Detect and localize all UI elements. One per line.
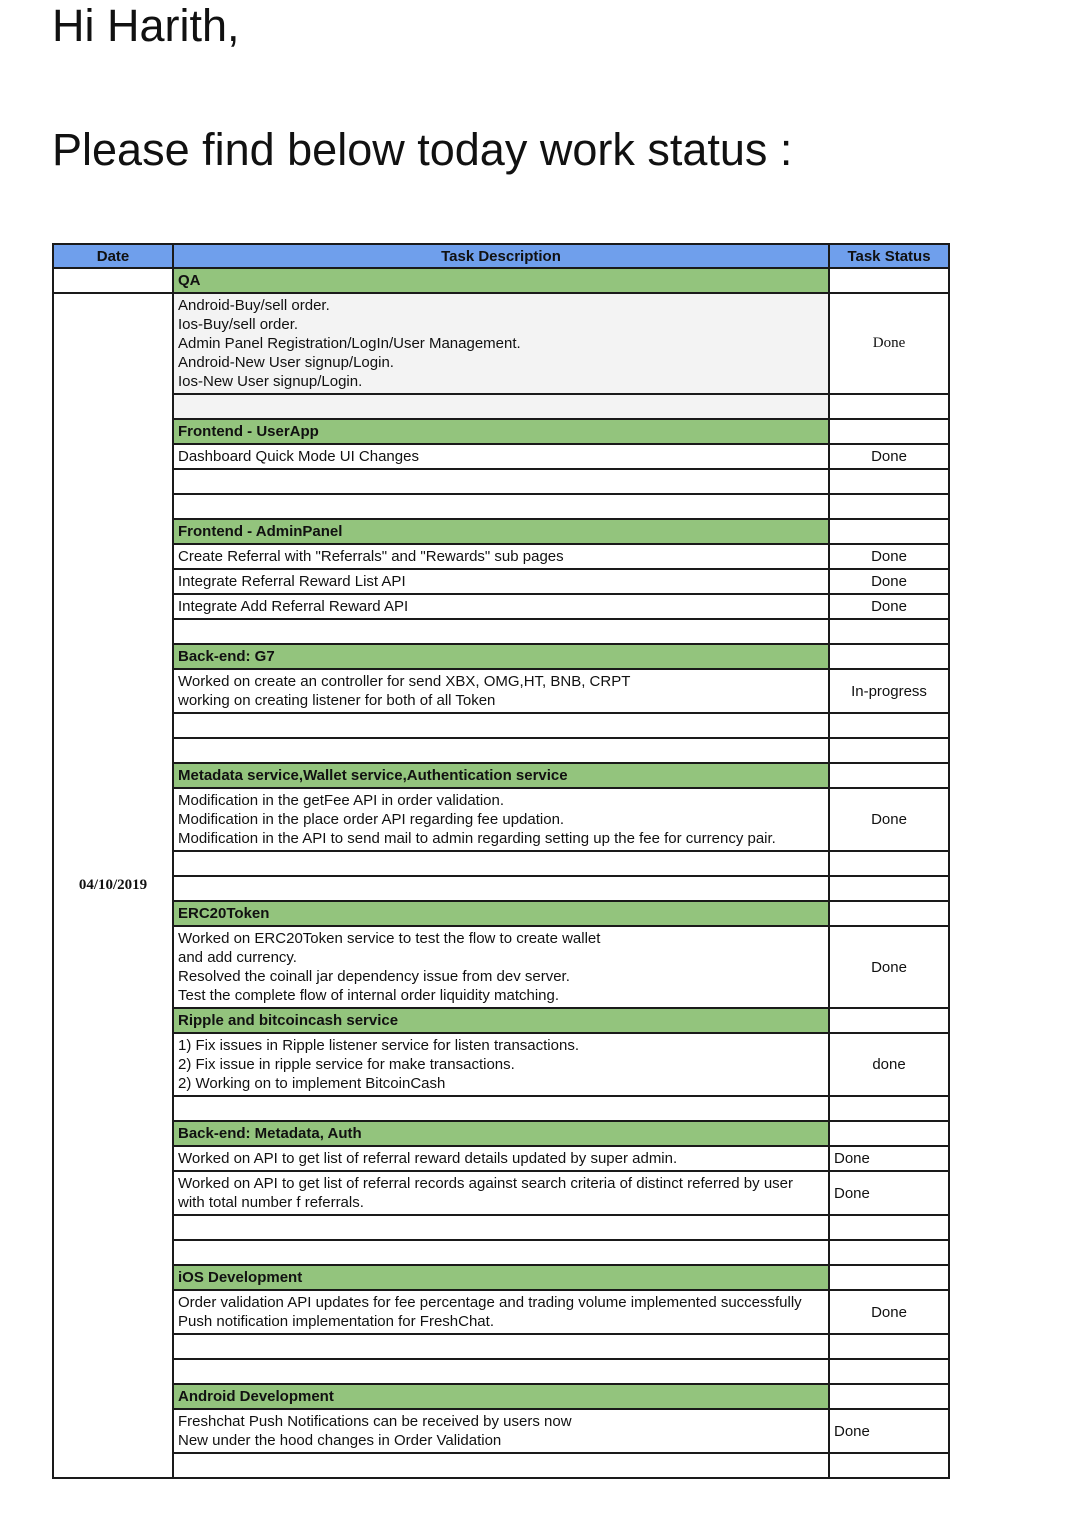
table-row: [53, 1290, 949, 1334]
empty-row: [53, 738, 949, 763]
empty-status-cell: [829, 268, 949, 293]
task-line: Worked on ERC20Token service to test the flow to create wallet: [178, 930, 601, 947]
task-line: Modification in the place order API regarding fee updation.: [178, 811, 565, 828]
table-row: [53, 1033, 949, 1096]
empty-cell: [829, 619, 949, 644]
section-title: Back-end: G7: [173, 644, 829, 669]
empty-cell: [173, 1453, 829, 1478]
empty-status-cell: [829, 644, 949, 669]
empty-cell: [829, 1096, 949, 1121]
task-description: [173, 788, 829, 851]
section-title: Frontend - UserApp: [173, 419, 829, 444]
task-description: Integrate Add Referral Reward API: [173, 594, 829, 619]
empty-row: [53, 1334, 949, 1359]
task-description: [173, 1290, 829, 1334]
section-header-android-development: [53, 1384, 949, 1409]
section-title: Ripple and bitcoincash service: [173, 1008, 829, 1033]
empty-cell: [829, 494, 949, 519]
work-status-table: [52, 243, 950, 1479]
empty-row: [53, 1453, 949, 1478]
empty-row: [53, 494, 949, 519]
task-line: Ios-New User signup/Login.: [178, 373, 363, 390]
table-row: [53, 594, 949, 619]
table-row: [53, 444, 949, 469]
empty-cell: [829, 1215, 949, 1240]
task-line: working on creating listener for both of all Token: [178, 692, 496, 709]
empty-row: [53, 876, 949, 901]
empty-cell: [829, 1240, 949, 1265]
task-line: and add currency.: [178, 949, 297, 966]
task-status: Done: [829, 1409, 949, 1453]
empty-cell: [173, 394, 829, 419]
section-header-backend-g7: [53, 644, 949, 669]
task-line: 1) Fix issues in Ripple listener service for listen transactions.: [178, 1037, 579, 1054]
header-task-status: Task Status: [829, 244, 949, 268]
empty-cell: [173, 1215, 829, 1240]
empty-row: [53, 1215, 949, 1240]
section-header-metadata-wallet-auth: [53, 763, 949, 788]
date-cell: 04/10/2019: [53, 293, 173, 1478]
section-title: QA: [173, 268, 829, 293]
task-line: with total number f referrals.: [178, 1194, 364, 1211]
section-header-erc20token: [53, 901, 949, 926]
section-header-ripple-bitcoincash: [53, 1008, 949, 1033]
empty-row: [53, 851, 949, 876]
table-header-row: [53, 244, 949, 268]
section-title: iOS Development: [173, 1265, 829, 1290]
table-row: [53, 1146, 949, 1171]
empty-cell: [173, 1334, 829, 1359]
task-status: Done: [829, 1290, 949, 1334]
task-description: Create Referral with "Referrals" and "Rewards" sub pages: [173, 544, 829, 569]
task-status: Done: [829, 788, 949, 851]
empty-cell: [829, 1453, 949, 1478]
empty-status-cell: [829, 519, 949, 544]
section-title: ERC20Token: [173, 901, 829, 926]
task-description: [173, 926, 829, 1008]
task-status: Done: [829, 544, 949, 569]
empty-cell: [173, 1240, 829, 1265]
task-line: 2) Working on to implement BitcoinCash: [178, 1075, 446, 1092]
empty-status-cell: [829, 1008, 949, 1033]
task-line: Ios-Buy/sell order.: [178, 316, 299, 333]
empty-cell: [173, 851, 829, 876]
section-header-backend-metadata-auth: [53, 1121, 949, 1146]
task-line: New under the hood changes in Order Validation: [178, 1432, 502, 1449]
task-description: Integrate Referral Reward List API: [173, 569, 829, 594]
task-status: done: [829, 1033, 949, 1096]
table-row: [53, 1171, 949, 1215]
task-status: In-progress: [829, 669, 949, 713]
email-greeting: Hi Harith,: [52, 0, 240, 51]
empty-cell: [829, 1334, 949, 1359]
empty-cell: [173, 1096, 829, 1121]
task-status: Done: [829, 1146, 949, 1171]
empty-status-cell: [829, 901, 949, 926]
task-line: Resolved the coinall jar dependency issue from dev server.: [178, 968, 570, 985]
task-status: Done: [829, 1171, 949, 1215]
empty-row: [53, 469, 949, 494]
empty-cell: [173, 619, 829, 644]
section-header-ios-development: [53, 1265, 949, 1290]
task-line: Android-Buy/sell order.: [178, 297, 330, 314]
task-description: [173, 1033, 829, 1096]
task-line: Android-New User signup/Login.: [178, 354, 394, 371]
task-line: Test the complete flow of internal order liquidity matching.: [178, 987, 560, 1004]
empty-row: [53, 394, 949, 419]
task-description: [173, 1171, 829, 1215]
empty-cell: [829, 713, 949, 738]
empty-status-cell: [829, 419, 949, 444]
section-header-frontend-adminpanel: [53, 519, 949, 544]
empty-cell: [173, 1359, 829, 1384]
empty-status-cell: [829, 763, 949, 788]
header-task-description: Task Description: [173, 244, 829, 268]
section-header-qa: [53, 268, 949, 293]
empty-row: [53, 713, 949, 738]
task-status: Done: [829, 293, 949, 394]
table-row: [53, 569, 949, 594]
task-line: Freshchat Push Notifications can be received by users now: [178, 1413, 572, 1430]
empty-cell: [829, 876, 949, 901]
table-row: [53, 293, 949, 394]
empty-row: [53, 1240, 949, 1265]
empty-status-cell: [829, 1265, 949, 1290]
task-status: Done: [829, 569, 949, 594]
email-intro: Please find below today work status :: [52, 124, 793, 175]
task-description: [173, 669, 829, 713]
empty-cell: [173, 713, 829, 738]
empty-cell: [173, 738, 829, 763]
task-line: Worked on create an controller for send XBX, OMG,HT, BNB, CRPT: [178, 673, 631, 690]
task-line: 2) Fix issue in ripple service for make transactions.: [178, 1056, 515, 1073]
section-title: Android Development: [173, 1384, 829, 1409]
task-status: Done: [829, 444, 949, 469]
empty-status-cell: [829, 1121, 949, 1146]
empty-cell: [173, 469, 829, 494]
empty-cell: [829, 738, 949, 763]
header-date: Date: [53, 244, 173, 268]
empty-status-cell: [829, 1384, 949, 1409]
empty-date-cell: [53, 268, 173, 293]
table-row: [53, 544, 949, 569]
empty-cell: [173, 494, 829, 519]
task-line: Modification in the API to send mail to admin regarding setting up the fee for currency pair.: [178, 830, 776, 847]
table-row: [53, 926, 949, 1008]
task-description: Worked on API to get list of referral reward details updated by super admin.: [173, 1146, 829, 1171]
section-header-frontend-userapp: [53, 419, 949, 444]
task-line: Admin Panel Registration/LogIn/User Management.: [178, 335, 521, 352]
task-line: Order validation API updates for fee percentage and trading volume implemented successfully: [178, 1294, 802, 1311]
empty-cell: [829, 394, 949, 419]
section-title: Back-end: Metadata, Auth: [173, 1121, 829, 1146]
task-status: Done: [829, 926, 949, 1008]
empty-cell: [829, 1359, 949, 1384]
table-row: [53, 1409, 949, 1453]
task-status: Done: [829, 594, 949, 619]
empty-cell: [829, 469, 949, 494]
task-description: [173, 293, 829, 394]
task-description: [173, 1409, 829, 1453]
table-row: [53, 669, 949, 713]
task-line: Modification in the getFee API in order validation.: [178, 792, 505, 809]
table-row: [53, 788, 949, 851]
section-title: Metadata service,Wallet service,Authentication service: [173, 763, 829, 788]
section-title: Frontend - AdminPanel: [173, 519, 829, 544]
empty-row: [53, 619, 949, 644]
task-line: Worked on API to get list of referral records against search criteria of distinct referred by user: [178, 1175, 793, 1192]
empty-row: [53, 1096, 949, 1121]
empty-cell: [173, 876, 829, 901]
task-description: Dashboard Quick Mode UI Changes: [173, 444, 829, 469]
task-line: Push notification implementation for FreshChat.: [178, 1313, 494, 1330]
empty-row: [53, 1359, 949, 1384]
empty-cell: [829, 851, 949, 876]
